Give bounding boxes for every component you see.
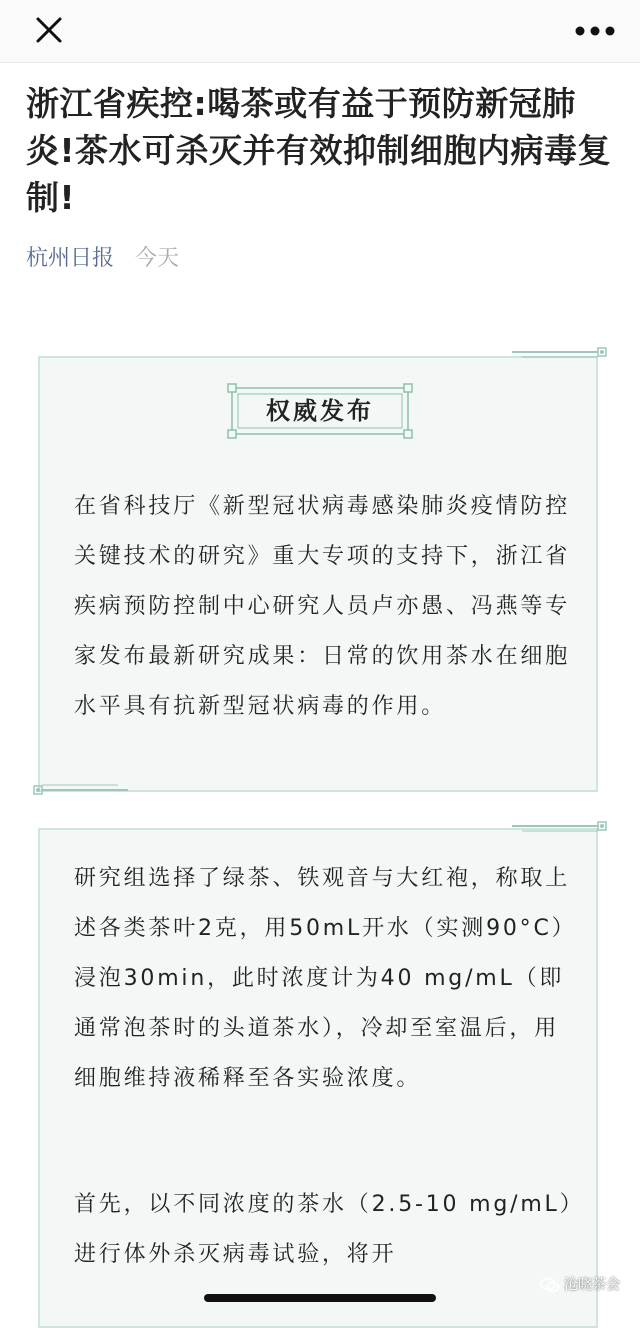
- watermark-text: 沧晓茶会: [564, 1277, 620, 1293]
- announcement-card: [38, 356, 598, 792]
- article-source-link[interactable]: 杭州日报: [26, 246, 115, 271]
- corner-ornament-icon: [512, 340, 612, 364]
- home-indicator[interactable]: [204, 1294, 436, 1302]
- research-card: [38, 828, 598, 1328]
- announcement-badge: [220, 376, 420, 446]
- article-title: 浙江省疾控:喝茶或有益于预防新冠肺炎!茶水可杀灭并有效抑制细胞内病毒复制!: [26, 84, 612, 217]
- corner-ornament-icon: [28, 778, 128, 802]
- research-paragraph: 研究组选择了绿茶、铁观音与大红袍，称取上述各类茶叶2克，用50mL开水（实测90°C）浸泡30min，此时浓度计为40 mg/mL（即通常泡茶时的头道茶水），冷却至室温后，用细胞维持液稀释至各实验浓度。: [74, 866, 571, 1091]
- watermark: [540, 1274, 620, 1294]
- corner-ornament-icon: [512, 814, 612, 838]
- experiment-paragraph: 首先，以不同浓度的茶水（2.5-10 mg/mL）进行体外杀灭病毒试验，将开: [74, 1192, 574, 1267]
- more-icon: [570, 12, 620, 50]
- top-navigation-bar: [0, 0, 640, 63]
- wechat-icon: [540, 1277, 560, 1293]
- article-meta: [26, 244, 179, 274]
- article-date: 今天: [135, 246, 180, 271]
- announcement-paragraph: 在省科技厅《新型冠状病毒感染肺炎疫情防控关键技术的研究》重大专项的支持下，浙江省疾病预防控制中心研究人员卢亦愚、冯燕等专家发布最新研究成果：日常的饮用茶水在细胞水平具有抗新型冠状病毒的作用。: [74, 494, 571, 719]
- close-button[interactable]: [28, 12, 70, 50]
- badge-title: 权威发布: [266, 397, 374, 425]
- close-icon: [28, 12, 70, 50]
- more-options-button[interactable]: [570, 12, 620, 50]
